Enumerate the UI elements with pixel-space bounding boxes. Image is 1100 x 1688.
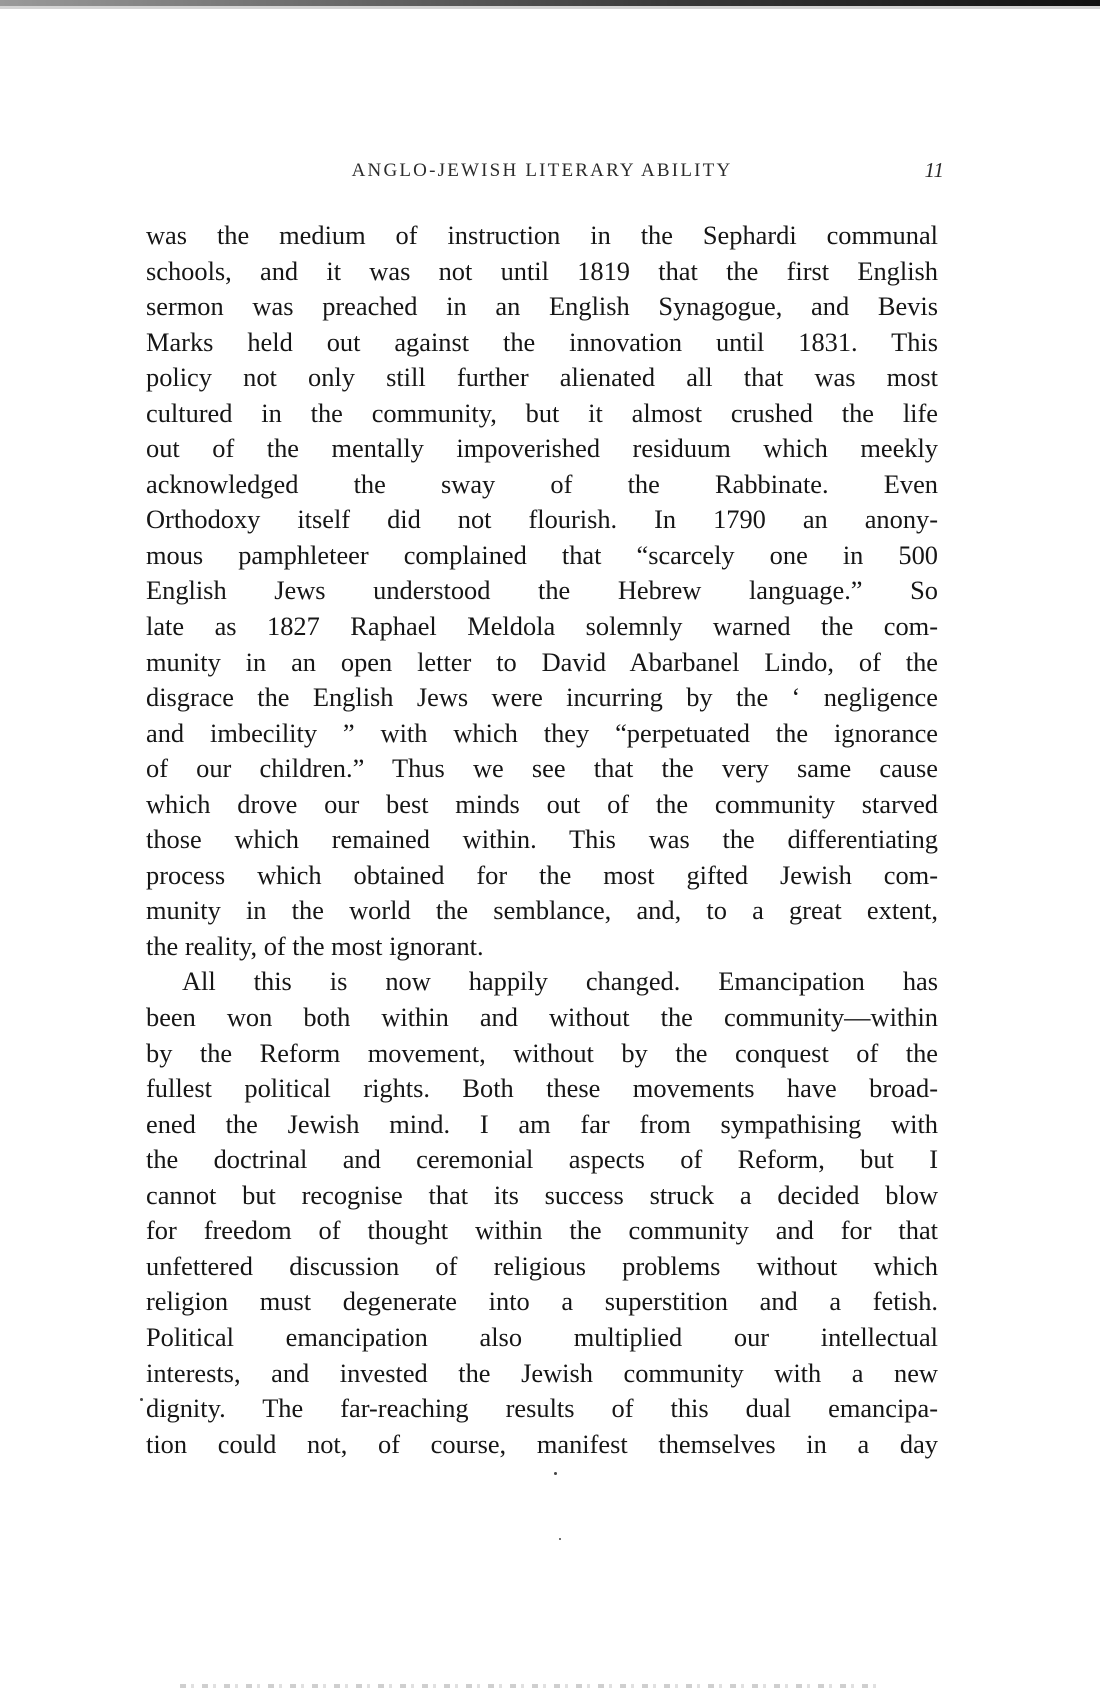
text-line: Marks held out against the innovation until 1831. This <box>146 326 938 357</box>
text-line: Political emancipation also multiplied our intellectual <box>146 1321 938 1352</box>
text-line: policy not only still further alienated all that was most <box>146 362 938 393</box>
text-line: cultured in the community, but it almost crushed the life <box>146 397 938 428</box>
text-line: of our children.” Thus we see that the very same cause <box>146 753 938 784</box>
text-line: dignity. The far-reaching results of this dual emancipa- <box>146 1393 938 1424</box>
text-line: munity in the world the semblance, and, to a great extent, <box>146 895 938 926</box>
text-line: was the medium of instruction in the Sephardi communal <box>146 220 938 250</box>
text-line: tion could not, of course, manifest themselves in a day <box>146 1428 938 1459</box>
scan-border-edge <box>0 6 1100 9</box>
text-line: for freedom of thought within the community and for that <box>146 1215 938 1246</box>
text-line: and imbecility ” with which they “perpetuated the ignorance <box>146 717 938 748</box>
text-line: interests, and invested the Jewish community with a new <box>146 1357 938 1388</box>
text-line: process which obtained for the most gifted Jewish com- <box>146 859 938 890</box>
scan-border-bottom <box>180 1684 880 1688</box>
running-head <box>146 158 944 188</box>
text-line: those which remained within. This was the differentiating <box>146 824 938 855</box>
text-line: late as 1827 Raphael Meldola solemnly warned the com- <box>146 611 938 642</box>
text-line: munity in an open letter to David Abarbanel Lindo, of the <box>146 646 938 677</box>
text-line: cannot but recognise that its success struck a decided blow <box>146 1179 938 1210</box>
text-line: Orthodoxy itself did not flourish. In 1790 an anony- <box>146 504 938 535</box>
text-line: out of the mentally impoverished residuum which meekly <box>146 433 938 464</box>
page-number: 11 <box>924 158 944 182</box>
running-title: ANGLO-JEWISH LITERARY ABILITY <box>351 160 733 181</box>
scan-speck <box>554 1472 557 1475</box>
text-line: All this is now happily changed. Emancipation has <box>182 966 938 997</box>
text-line: English Jews understood the Hebrew language.” So <box>146 575 938 606</box>
text-line: fullest political rights. Both these movements have broad- <box>146 1073 938 1104</box>
text-line: acknowledged the sway of the Rabbinate. Even <box>146 468 938 499</box>
scan-speck <box>559 1538 561 1540</box>
text-line: unfettered discussion of religious problems without which <box>146 1250 938 1281</box>
text-line: religion must degenerate into a superstition and a fetish. <box>146 1286 938 1317</box>
text-line: disgrace the English Jews were incurring by the ‘ negligence <box>146 682 938 713</box>
text-line: by the Reform movement, without by the conquest of the <box>146 1037 938 1068</box>
text-line: the reality, of the most ignorant. <box>146 930 484 961</box>
paragraph-1 <box>146 218 938 964</box>
text-line: mous pamphleteer complained that “scarcely one in 500 <box>146 539 938 570</box>
page-body <box>146 218 938 1462</box>
text-line: sermon was preached in an English Synagogue, and Bevis <box>146 291 938 322</box>
text-line: which drove our best minds out of the community starved <box>146 788 938 819</box>
text-line: schools, and it was not until 1819 that the first English <box>146 255 938 286</box>
text-line: the doctrinal and ceremonial aspects of Reform, but I <box>146 1144 938 1175</box>
paragraph-2 <box>146 964 938 1462</box>
text-line: been won both within and without the community—within <box>146 1002 938 1033</box>
text-line: ened the Jewish mind. I am far from sympathising with <box>146 1108 938 1139</box>
scan-speck <box>140 1398 143 1401</box>
